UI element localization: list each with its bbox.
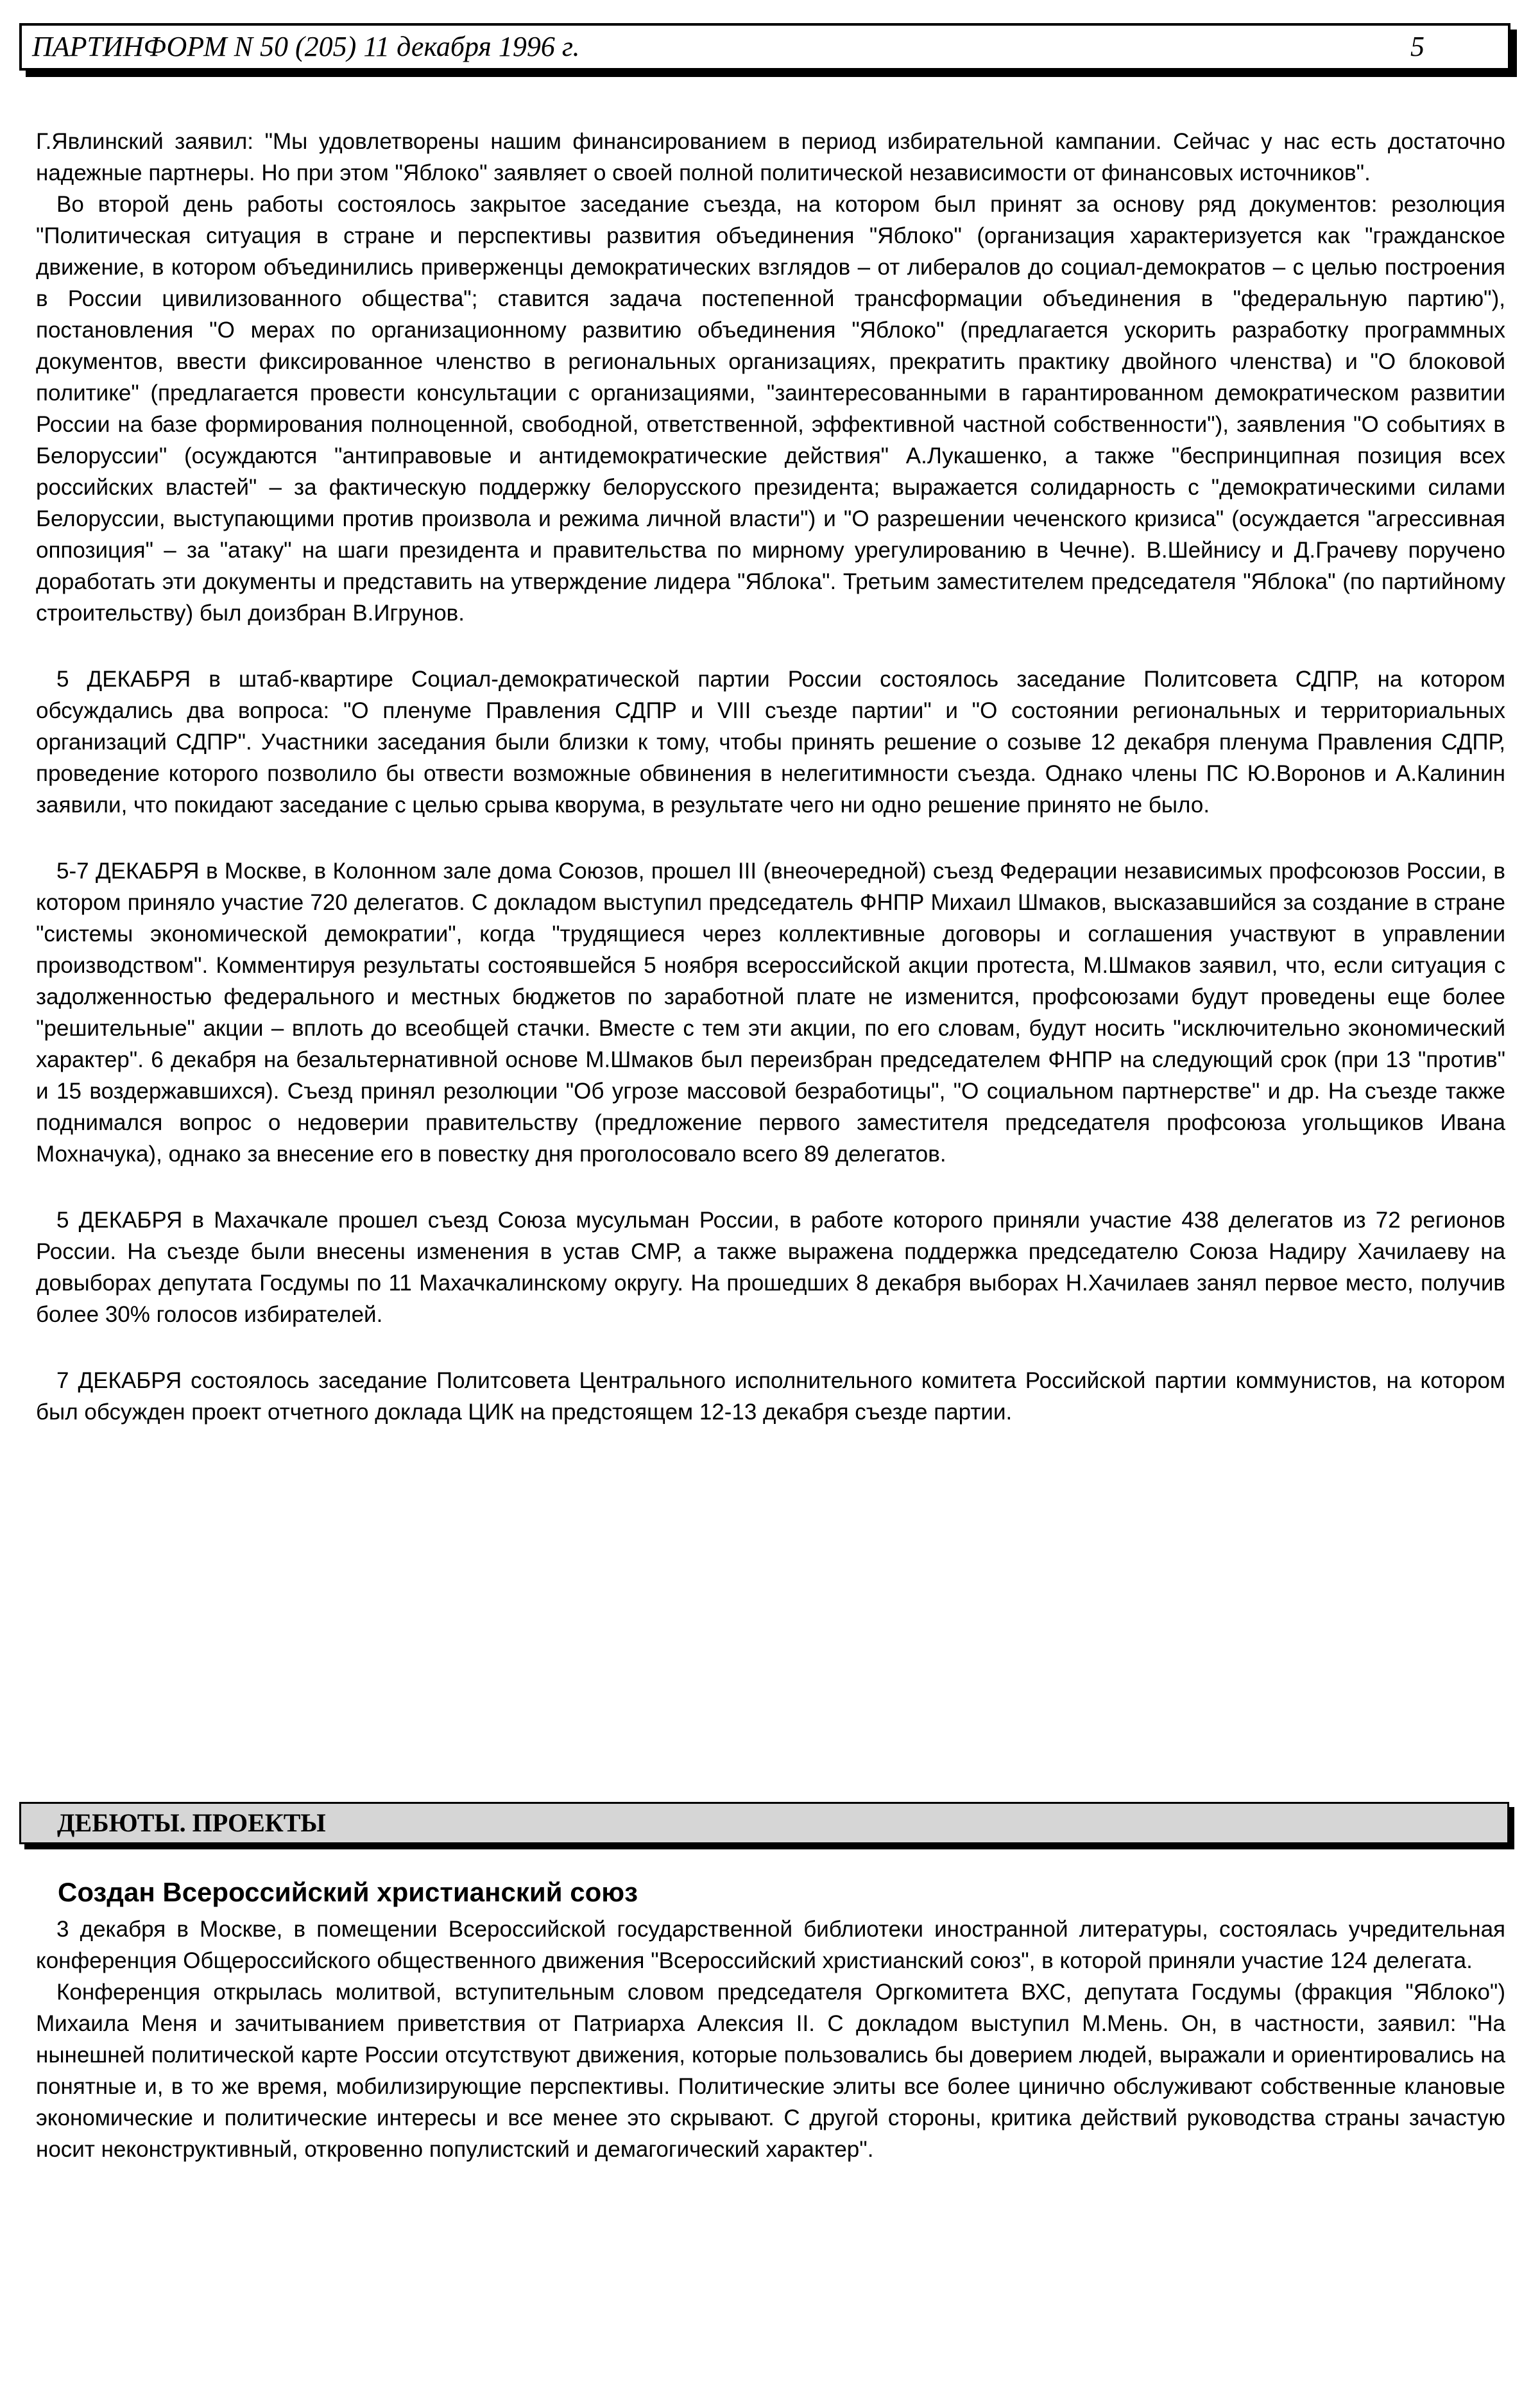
article-body: [36, 1914, 1505, 2165]
paragraph-gap: [36, 821, 1505, 855]
paragraph: Во второй день работы состоялось закрытое заседание съезда, на котором был принят за основу ряд документов: резолюция "Политическая ситуация в стране и перспективы развития объединения "Яблоко" (организация характеризуется как "гражданское движение, в котором объединились приверженцы демократических взглядов – от либералов до социал-демократов – с целью построения в России цивилизованного общества"; ставится задача постепенной трансформации объединения в "федеральную партию"), постановления "О мерах по организационному развитию объединения "Яблоко" (предлагается ускорить разработку программных документов, ввести фиксированное членство в региональных организациях, прекратить практику двойного членства) и "О блоковой политике" (предлагается провести консультации с организациями, "заинтересованными в гарантированном демократическом развитии России на базе формирования полноценной, свободной, ответственной, эффективной частной собственности"), заявления "О событиях в Белоруссии" (осуждаются "антиправовые и антидемократические действия" А.Лукашенко, а также "беспринципная позиция всех российских властей" – за фактическую поддержку белорусского президента; выражается солидарность с "демократическими силами Белоруссии, выступающими против произвола и режима личной власти") и "О разрешении чеченского кризиса" (осуждается "агрессивная оппозиция" – за "атаку" на шаги президента и правительства по мирному урегулированию в Чечне). В.Шейнису и Д.Грачеву поручено доработать эти документы и представить на утверждение лидера "Яблока". Третьим заместителем председателя "Яблока" (по партийному строительству) был доизбран В.Игрунов.: [36, 192, 1505, 626]
paragraph: 3 декабря в Москве, в помещении Всероссийской государственной библиотеки иностранной литературы, состоялась учредительная конференция Общероссийского общественного движения "Всероссийский христианский союз", в которой приняли участие 124 делегата.: [36, 1917, 1505, 1973]
paragraph: 5-7 ДЕКАБРЯ в Москве, в Колонном зале дома Союзов, прошел III (внеочередной) съезд Федерации независимых профсоюзов России, в котором приняло участие 720 делегатов. С докладом выступил председатель ФНПР Михаил Шмаков, высказавшийся за создание в стране "системы экономической демократии", когда "трудящиеся через коллективные договоры и соглашения участвуют в управлении производством". Комментируя результаты состоявшейся 5 ноября всероссийской акции протеста, М.Шмаков заявил, что, если ситуация с задолженностью федерального и местных бюджетов по заработной плате не изменится, профсоюзами будут проведены еще более "решительные" акции – вплоть до всеобщей стачки. Вместе с тем эти акции, по его словам, будут носить "исключительно экономический характер". 6 декабря на безальтернативной основе М.Шмаков был переизбран председателем ФНПР на следующий срок (при 13 "против" и 15 воздержавшихся). Съезд принял резолюции "Об угрозе массовой безработицы", "О социальном партнерстве" и др. На съезде также поднимался вопрос о недоверии правительству (предложение первого заместителя председателя профсоюза угольщиков Ивана Мохначука), однако за внесение его в повестку дня проголосовало всего 89 делегатов.: [36, 859, 1505, 1167]
paragraph: 7 ДЕКАБРЯ состоялось заседание Политсовета Центрального исполнительного комитета Российской партии коммунистов, на котором был обсужден проект отчетного доклада ЦИК на предстоящем 12-13 декабря съезде партии.: [36, 1368, 1505, 1425]
paragraph: 5 ДЕКАБРЯ в Махачкале прошел съезд Союза мусульман России, в работе которого приняли участие 438 делегатов из 72 регионов России. На съезде были внесены изменения в устав СМР, а также выражена поддержка председателю Союза Надиру Хачилаеву на довыборах депутата Госдумы по 11 Махачкалинскому округу. На прошедших 8 декабря выборах Н.Хачилаев занял первое место, получив более 30% голосов избирателей.: [36, 1208, 1505, 1327]
paragraph: Г.Явлинский заявил: "Мы удовлетворены нашим финансированием в период избирательной кампании. Сейчас у нас есть достаточно надежные партнеры. Но при этом "Яблоко" заявляет о своей полной политической независимости от финансовых источников".: [36, 129, 1505, 185]
section-header: [19, 1802, 1509, 1844]
paragraph-gap: [36, 1330, 1505, 1365]
header-title: ПАРТИНФОРМ N 50 (205) 11 декабря 1996 г.: [32, 31, 580, 62]
paragraph: Конференция открылась молитвой, вступительным словом председателя Оргкомитета ВХС, депутата Госдумы (фракция "Яблоко") Михаила Меня и зачитыванием приветствия от Патриарха Алексия II. С докладом выступил М.Мень. Он, в частности, заявил: "На нынешней политической карте России отсутствуют движения, которые пользовались бы доверием людей, выражали и ориентировались на понятные и, в то же время, мобилизирующие перспективы. Политические элиты все более цинично обслуживают собственные клановые экономические и политические интересы и все менее это скрывают. С другой стороны, критика действий руководства страны зачастую носит неконструктивный, откровенно популистский и демагогический характер".: [36, 1980, 1505, 2162]
paragraph-gap: [36, 1170, 1505, 1204]
section-title: ДЕБЮТЫ. ПРОЕКТЫ: [57, 1808, 326, 1837]
page-number: 5: [1410, 31, 1425, 62]
article-title: Создан Всероссийский христианский союз: [58, 1877, 638, 1907]
page-header: [19, 23, 1510, 71]
body-text: [36, 126, 1505, 1428]
paragraph-gap: [36, 629, 1505, 664]
paragraph: 5 ДЕКАБРЯ в штаб-квартире Социал-демократической партии России состоялось заседание Политсовета СДПР, на котором обсуждались два вопроса: "О пленуме Правления СДПР и VIII съезде партии" и "О состоянии региональных и территориальных организаций СДПР". Участники заседания были близки к тому, чтобы принять решение о созыве 12 декабря пленума Правления СДПР, проведение которого позволило бы отвести возможные обвинения в нелегитимности съезда. Однако члены ПС Ю.Воронов и А.Калинин заявили, что покидают заседание с целью срыва кворума, в результате чего ни одно решение принято не было.: [36, 667, 1505, 818]
